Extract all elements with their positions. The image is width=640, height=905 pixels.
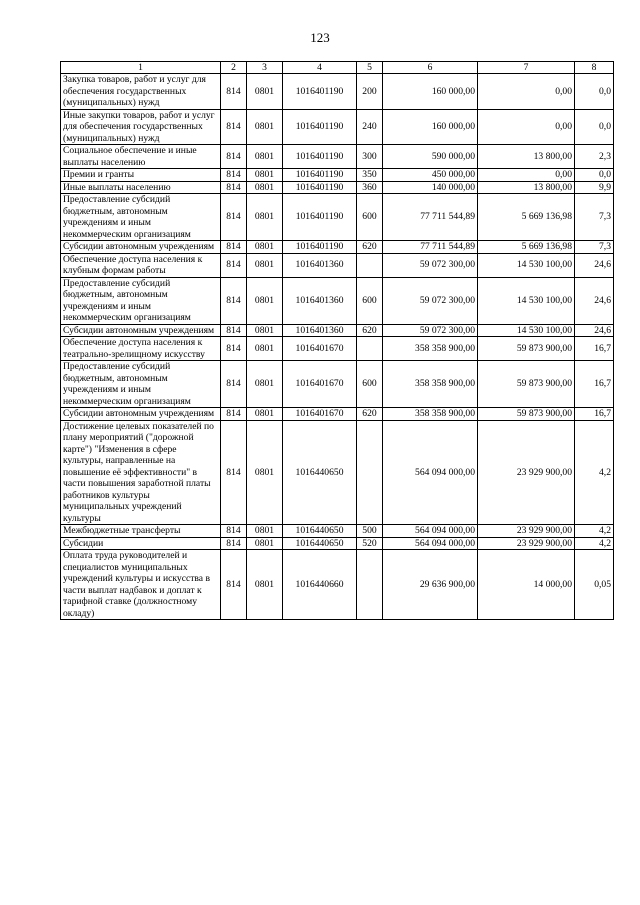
row-name: Иные выплаты населению (61, 181, 221, 194)
row-vr: 200 (357, 74, 383, 110)
row-name: Обеспечение доступа населения к театрально-зрелищному искусству (61, 337, 221, 361)
row-csr: 1016440660 (283, 550, 357, 620)
row-rzpr: 0801 (247, 537, 283, 550)
row-pct: 7,3 (575, 194, 614, 241)
header-col-6: 6 (383, 62, 478, 74)
row-vr: 350 (357, 169, 383, 182)
table-row (61, 241, 614, 254)
row-gr: 814 (221, 277, 247, 324)
row-gr: 814 (221, 145, 247, 169)
row-plan: 160 000,00 (383, 109, 478, 145)
row-rzpr: 0801 (247, 194, 283, 241)
row-fact: 14 000,00 (478, 550, 575, 620)
row-rzpr: 0801 (247, 550, 283, 620)
row-plan: 358 358 900,00 (383, 408, 478, 421)
row-csr: 1016440650 (283, 537, 357, 550)
row-name: Предоставление субсидий бюджетным, автономным учреждениям и иным некоммерческим организациям (61, 277, 221, 324)
row-pct: 24,6 (575, 324, 614, 337)
row-name: Премии и гранты (61, 169, 221, 182)
row-pct: 16,7 (575, 361, 614, 408)
table-row (61, 169, 614, 182)
row-plan: 59 072 300,00 (383, 324, 478, 337)
row-pct: 9,9 (575, 181, 614, 194)
row-vr: 600 (357, 277, 383, 324)
row-plan: 590 000,00 (383, 145, 478, 169)
row-plan: 140 000,00 (383, 181, 478, 194)
header-row (61, 62, 614, 74)
row-fact: 23 929 900,00 (478, 525, 575, 538)
row-plan: 358 358 900,00 (383, 337, 478, 361)
table-row (61, 550, 614, 620)
row-gr: 814 (221, 241, 247, 254)
row-name: Субсидии автономным учреждениям (61, 324, 221, 337)
row-pct: 7,3 (575, 241, 614, 254)
row-rzpr: 0801 (247, 253, 283, 277)
row-csr: 1016440650 (283, 525, 357, 538)
row-csr: 1016401190 (283, 74, 357, 110)
row-plan: 160 000,00 (383, 74, 478, 110)
row-fact: 13 800,00 (478, 145, 575, 169)
row-csr: 1016401190 (283, 194, 357, 241)
row-name: Предоставление субсидий бюджетным, автономным учреждениям и иным некоммерческим организациям (61, 194, 221, 241)
row-name: Достижение целевых показателей по плану мероприятий ("дорожной карте") "Изменения в сфере культуры, направленные на повышение её эффективности" в части повышения заработной платы работников культуры муниципальных учреждений культуры (61, 420, 221, 525)
row-fact: 59 873 900,00 (478, 408, 575, 421)
row-pct: 0,05 (575, 550, 614, 620)
row-fact: 14 530 100,00 (478, 253, 575, 277)
row-fact: 13 800,00 (478, 181, 575, 194)
row-rzpr: 0801 (247, 109, 283, 145)
row-vr: 620 (357, 324, 383, 337)
header-col-4: 4 (283, 62, 357, 74)
row-pct: 24,6 (575, 277, 614, 324)
row-fact: 59 873 900,00 (478, 337, 575, 361)
row-pct: 4,2 (575, 537, 614, 550)
table-row (61, 361, 614, 408)
row-name: Оплата труда руководителей и специалистов муниципальных учреждений культуры и искусства в части выплат надбавок и доплат к тарифной ставке (должностному окладу) (61, 550, 221, 620)
table-row (61, 74, 614, 110)
row-vr: 360 (357, 181, 383, 194)
row-pct: 0,0 (575, 109, 614, 145)
row-rzpr: 0801 (247, 525, 283, 538)
row-gr: 814 (221, 537, 247, 550)
row-gr: 814 (221, 194, 247, 241)
row-gr: 814 (221, 169, 247, 182)
row-csr: 1016440650 (283, 420, 357, 525)
table-row (61, 253, 614, 277)
row-gr: 814 (221, 550, 247, 620)
row-gr: 814 (221, 74, 247, 110)
row-csr: 1016401360 (283, 253, 357, 277)
row-vr (357, 550, 383, 620)
header-col-5: 5 (357, 62, 383, 74)
row-plan: 450 000,00 (383, 169, 478, 182)
header-col-1: 1 (61, 62, 221, 74)
row-pct: 24,6 (575, 253, 614, 277)
row-pct: 4,2 (575, 525, 614, 538)
row-gr: 814 (221, 181, 247, 194)
row-vr: 600 (357, 194, 383, 241)
table-row (61, 420, 614, 525)
row-pct: 2,3 (575, 145, 614, 169)
row-vr: 520 (357, 537, 383, 550)
row-gr: 814 (221, 109, 247, 145)
row-gr: 814 (221, 361, 247, 408)
row-csr: 1016401670 (283, 408, 357, 421)
table-row (61, 408, 614, 421)
row-pct: 4,2 (575, 420, 614, 525)
row-name: Субсидии автономным учреждениям (61, 408, 221, 421)
table-row (61, 194, 614, 241)
table-row (61, 277, 614, 324)
row-name: Иные закупки товаров, работ и услуг для обеспечения государственных (муниципальных) нужд (61, 109, 221, 145)
row-plan: 59 072 300,00 (383, 253, 478, 277)
row-fact: 23 929 900,00 (478, 420, 575, 525)
row-name: Субсидии (61, 537, 221, 550)
row-vr: 500 (357, 525, 383, 538)
row-gr: 814 (221, 324, 247, 337)
row-fact: 5 669 136,98 (478, 241, 575, 254)
row-rzpr: 0801 (247, 337, 283, 361)
row-fact: 0,00 (478, 74, 575, 110)
table-row (61, 324, 614, 337)
row-name: Социальное обеспечение и иные выплаты населению (61, 145, 221, 169)
row-rzpr: 0801 (247, 74, 283, 110)
row-rzpr: 0801 (247, 181, 283, 194)
row-gr: 814 (221, 420, 247, 525)
row-fact: 59 873 900,00 (478, 361, 575, 408)
row-rzpr: 0801 (247, 145, 283, 169)
table-row (61, 337, 614, 361)
row-fact: 5 669 136,98 (478, 194, 575, 241)
header-col-8: 8 (575, 62, 614, 74)
row-csr: 1016401190 (283, 169, 357, 182)
row-fact: 0,00 (478, 169, 575, 182)
row-name: Обеспечение доступа населения к клубным формам работы (61, 253, 221, 277)
row-vr (357, 253, 383, 277)
row-rzpr: 0801 (247, 420, 283, 525)
row-plan: 358 358 900,00 (383, 361, 478, 408)
row-csr: 1016401190 (283, 145, 357, 169)
row-plan: 59 072 300,00 (383, 277, 478, 324)
page-number: 123 (310, 30, 330, 45)
row-fact: 0,00 (478, 109, 575, 145)
table-row (61, 181, 614, 194)
row-name: Закупка товаров, работ и услуг для обеспечения государственных (муниципальных) нужд (61, 74, 221, 110)
row-vr (357, 420, 383, 525)
row-pct: 0,0 (575, 74, 614, 110)
row-name: Субсидии автономным учреждениям (61, 241, 221, 254)
row-plan: 564 094 000,00 (383, 525, 478, 538)
row-rzpr: 0801 (247, 241, 283, 254)
row-pct: 16,7 (575, 337, 614, 361)
table-row (61, 537, 614, 550)
header-col-3: 3 (247, 62, 283, 74)
row-fact: 23 929 900,00 (478, 537, 575, 550)
row-vr: 300 (357, 145, 383, 169)
row-vr: 240 (357, 109, 383, 145)
row-vr: 620 (357, 408, 383, 421)
row-plan: 564 094 000,00 (383, 537, 478, 550)
row-vr: 600 (357, 361, 383, 408)
row-plan: 29 636 900,00 (383, 550, 478, 620)
row-name: Предоставление субсидий бюджетным, автономным учреждениям и иным некоммерческим организациям (61, 361, 221, 408)
row-plan: 77 711 544,89 (383, 241, 478, 254)
row-csr: 1016401670 (283, 337, 357, 361)
row-gr: 814 (221, 337, 247, 361)
row-gr: 814 (221, 525, 247, 538)
row-name: Межбюджетные трансферты (61, 525, 221, 538)
budget-table (60, 61, 614, 620)
row-vr (357, 337, 383, 361)
row-csr: 1016401190 (283, 241, 357, 254)
row-rzpr: 0801 (247, 277, 283, 324)
row-fact: 14 530 100,00 (478, 277, 575, 324)
row-vr: 620 (357, 241, 383, 254)
row-rzpr: 0801 (247, 324, 283, 337)
row-csr: 1016401190 (283, 181, 357, 194)
row-csr: 1016401670 (283, 361, 357, 408)
row-pct: 0,0 (575, 169, 614, 182)
row-rzpr: 0801 (247, 361, 283, 408)
header-col-2: 2 (221, 62, 247, 74)
row-rzpr: 0801 (247, 408, 283, 421)
table-row (61, 109, 614, 145)
table-row (61, 145, 614, 169)
row-csr: 1016401190 (283, 109, 357, 145)
row-rzpr: 0801 (247, 169, 283, 182)
row-gr: 814 (221, 408, 247, 421)
row-plan: 564 094 000,00 (383, 420, 478, 525)
row-plan: 77 711 544,89 (383, 194, 478, 241)
row-csr: 1016401360 (283, 324, 357, 337)
table-row (61, 525, 614, 538)
row-pct: 16,7 (575, 408, 614, 421)
row-csr: 1016401360 (283, 277, 357, 324)
row-gr: 814 (221, 253, 247, 277)
header-col-7: 7 (478, 62, 575, 74)
row-fact: 14 530 100,00 (478, 324, 575, 337)
